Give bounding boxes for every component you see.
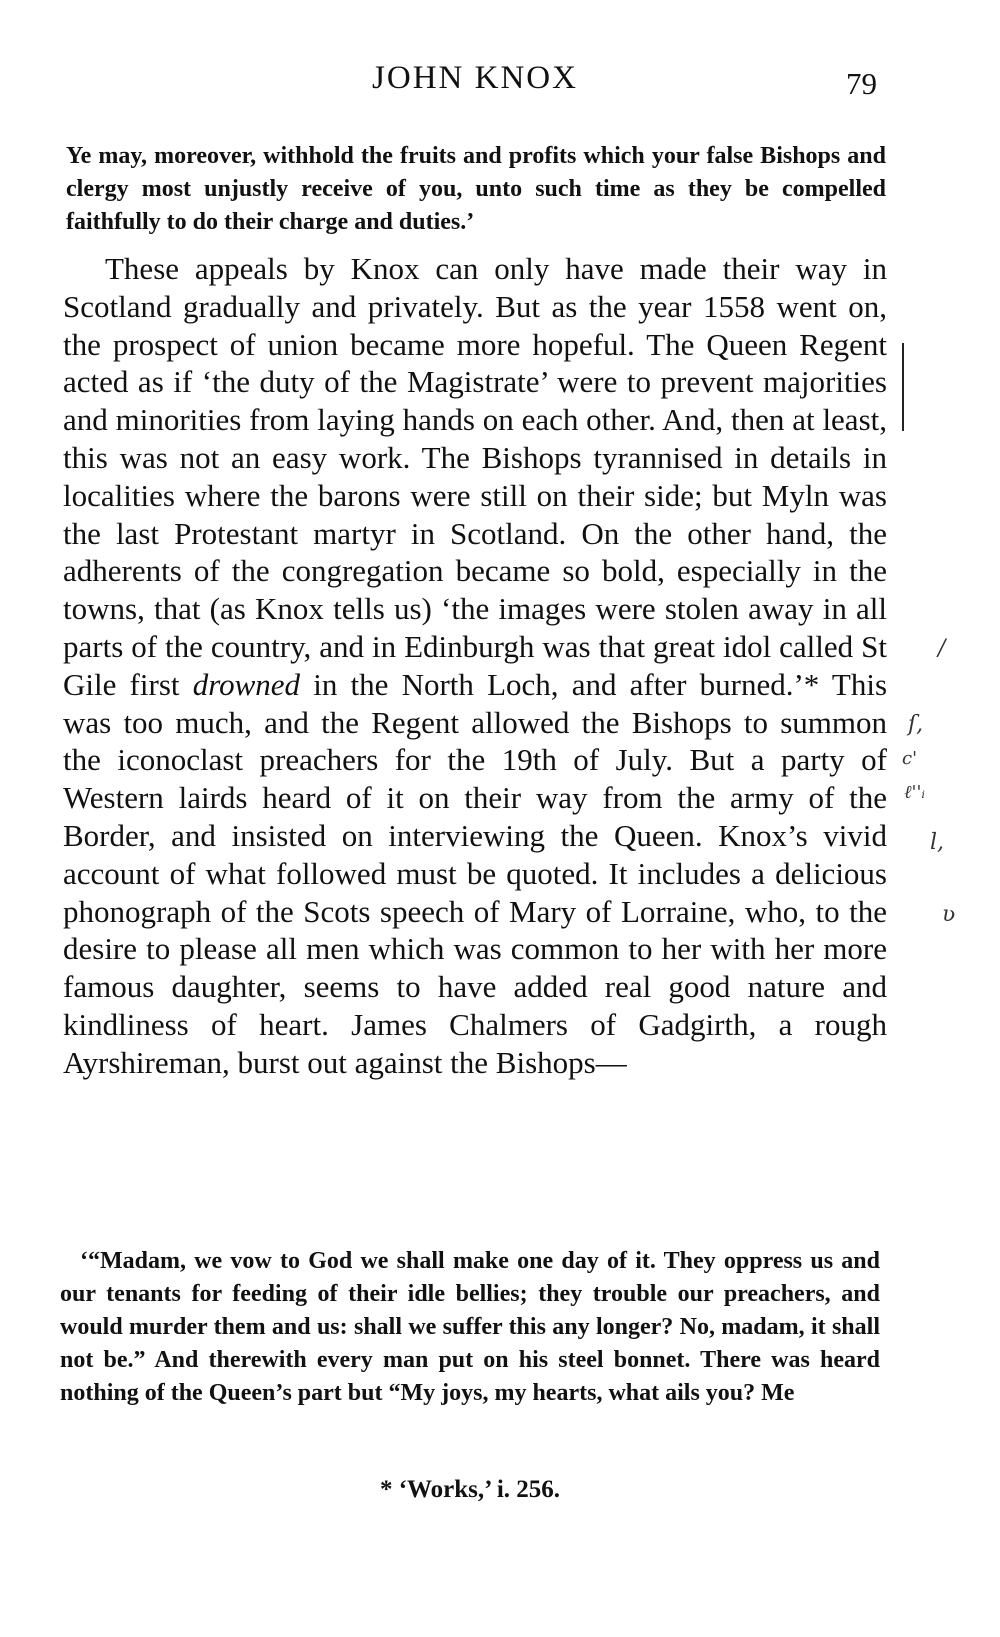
- margin-mark-4: ℓ''ᵢ: [904, 782, 926, 803]
- margin-pencil-line: [902, 343, 904, 431]
- margin-mark-5: l,: [930, 830, 945, 855]
- margin-mark-slash: /: [938, 636, 946, 661]
- emphasis-drowned: drowned: [192, 666, 301, 702]
- body-text-part1: These appeals by Knox can only have made their way in Scotland gradually and privately. But as the year 1558 went on, the prospect of union became more hopeful. The Queen Regent acted as if ‘the duty of the Magistrate’ were to prevent majorities and minorities from laying hands on each other. And, then at least, this was not an easy work. The Bishops tyrannised in details in localities where the barons were still on their side; but Myln was the last Protestant martyr in Scotland. On the other hand, the adherents of the congregation became so bold, especially in the towns, that (as Knox tells us) ‘the images were stolen away in all parts of the country, and in Edinburgh was that great idol called St Gile first: [63, 251, 887, 702]
- body-paragraph: [63, 250, 887, 1082]
- running-title: JOHN KNOX: [372, 60, 578, 96]
- page-header: [0, 56, 1000, 106]
- footnote: * ‘Works,’ i. 256.: [379, 1476, 561, 1503]
- block-quote-bottom: ‘“Madam, we vow to God we shall make one day of it. They oppress us and our tenants for feeding of their idle bellies; they trouble our preachers, and would murder them and us: shall we suffer this any longer? No, madam, it shall not be.” And therewith every man put on his steel bonnet. There was heard nothing of the Queen’s part but “My joys, my hearts, what ails you? Me: [60, 1248, 880, 1406]
- margin-mark-3: c': [902, 748, 918, 769]
- margin-mark-6: ʋ: [942, 902, 956, 927]
- margin-mark-2: ſ,: [908, 712, 924, 737]
- block-quote-top: Ye may, moreover, withhold the fruits and profits which your false Bishops and clergy most unjustly receive of you, unto such time as they be compelled faithfully to do their charge and duties.’: [66, 143, 886, 235]
- body-text-part2: in the North Loch, and after burned.’* This was too much, and the Regent allowed the Bishops to summon the iconoclast preachers for the 19th of July. But a party of Western lairds heard of it on their way from the army of the Border, and insisted on interviewing the Queen. Knox’s vivid account of what followed must be quoted. It includes a delicious phonograph of the Scots speech of Mary of Lorraine, who, to the desire to please all men which was common to her with her more famous daughter, seems to have added real good nature and kindliness of heart. James Chalmers of Gadgirth, a rough Ayrshireman, burst out against the Bishops—: [63, 666, 888, 1080]
- page-number: 79: [846, 66, 877, 101]
